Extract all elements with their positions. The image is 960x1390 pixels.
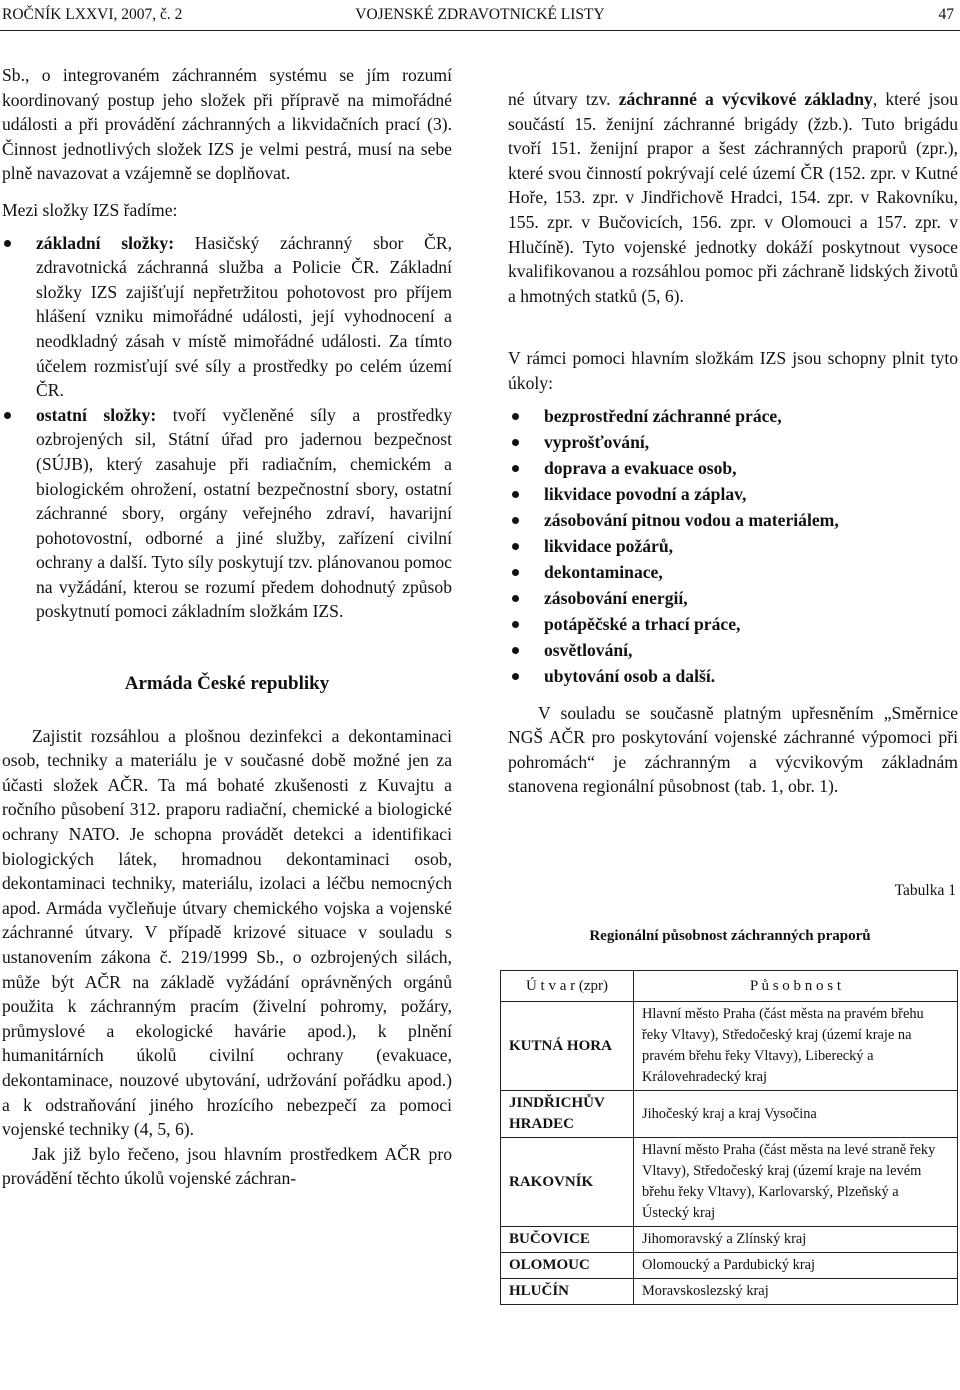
task-item: zásobování pitnou vodou a materiálem, [508,507,958,533]
unit-cell: JINDŘICHŮV HRADEC [501,1091,634,1138]
scope-cell: Moravskoslezský kraj [634,1279,958,1305]
paragraph-army: Zajistit rozsáhlou a plošnou dezinfekci a dekontaminaci osob, techniky a materiálu je v současné době možné jen za účasti složek AČR. Ta má bohaté zkušenosti z Kuvajtu a ročního působení 312. praporu radiační, chemické a biologické ochrany NATO. Je schopna provádět detekci a identifikaci biologických látek, hromadnou dekontaminaci osob, dekontaminaci techniky, materiálu, izolaci a léčbu nemocných apod. Armáda vyčleňuje útvary chemického vojska a vojenské záchranné útvary. V případě krizové situace v souladu s ustanovením zákona č. 219/1999 Sb., o ozbrojených silách, může být AČR na základě vyžádání oprávněných orgánů použita k záchranným pracím (živelní pohromy, požáry, průmyslové a ekologické havárie apod.), k plnění humanitárních úkolů civilní ochrany (evakuace, dekontaminace, nouzové ubytování, udržování pořádku apod.) a k odstraňování jiného hrozícího nebezpečí za pomoci vojenské techniky (4, 5, 6). [2,725,452,1140]
paragraph-intro: Sb., o integrovaném záchranném systému se jím rozumí koordinovaný postup jeho složek při přípravě na mimořádné události a při provádění záchranných a likvidačních prací (3). Činnost jednotlivých složek IZS je velmi pestrá, musí na sebe plně navazovat a vzájemně se doplňovat. [2,65,452,184]
table-row [501,1091,958,1138]
column-header-unit: Ú t v a r (zpr) [501,971,634,1002]
unit-cell: BUČOVICE [501,1227,634,1253]
task-item: likvidace požárů, [508,533,958,559]
task-item: dekontaminace, [508,559,958,585]
table-label: Tabulka 1 [894,882,956,899]
tasks-list [508,403,958,689]
paragraph-brigade: né útvary tzv. záchranné a výcvikové základny, které jsou součástí 15. ženijní záchranné brigády (žzb.). Tuto brigádu tvoří 151. ženijní prapor a šest záchranných praporů (zpr.), které svou činností pokrývají celé území ČR (152. zpr. v Kutné Hoře, 153. zpr. v Jindřichově Hradci, 154. zpr. v Rakovníku, 155. zpr. v Bučovicích, 156. zpr. v Olomouci a 157. zpr. v Hlučíně). Tyto vojenské jednotky dokáží poskytnout vysoce kvalifikovanou a rozsáhlou pomoc při záchraně lidských životů a hmotných statků (5, 6). [508,89,958,306]
task-item: vyprošťování, [508,429,958,455]
paragraph-regional: V souladu se současně platným upřesněním „Směrnice NGŠ AČR pro poskytování vojenské záchranné výpomoci při pohromách“ je záchranným a výcvikovým základnám stanovena regionální působnost (tab. 1, obr. 1). [508,702,958,797]
paragraph-components: Mezi složky IZS řadíme: [2,199,178,220]
task-item: osvětlování, [508,637,958,663]
components-list [2,231,452,625]
table-header-row [501,971,958,1002]
table-row [501,1138,958,1227]
unit-cell: KUTNÁ HORA [501,1002,634,1091]
journal-title: VOJENSKÉ ZDRAVOTNICKÉ LISTY [355,6,605,23]
column-header-scope: P ů s o b n o s t [634,971,958,1002]
section-heading: Armáda České republiky [124,673,330,695]
task-item: potápěčské a trhací práce, [508,611,958,637]
table-row [501,1279,958,1305]
table-row [501,1002,958,1091]
table-body [501,1002,958,1305]
running-header [0,6,960,26]
task-item: doprava a evakuace osob, [508,455,958,481]
scope-cell: Jihomoravský a Zlínský kraj [634,1227,958,1253]
list-item: základní složky: Hasičský záchranný sbor ČR, zdravotnická záchranná služba a Policie ČR. Základní složky IZS zajišťují nepřetržitou pohotovost pro příjem hlášení vzniku mimořádné události, její vyhodnocení a neodkladný zásah v místě mimořádné události. Za tímto účelem rozmisťují své síly a prostředky po celém území ČR. [2,231,452,403]
paragraph-units: Jak již bylo řečeno, jsou hlavním prostředkem AČR pro provádění těchto úkolů vojenské záchran- [2,1143,452,1189]
issue-info: ROČNÍK LXXVI, 2007, č. 2 [2,6,183,23]
paragraph-tasks-intro: V rámci pomoci hlavním složkám IZS jsou schopny plnit tyto úkoly: [508,348,958,393]
scope-cell: Hlavní město Praha (část města na pravém břehu řeky Vltavy), Středočeský kraj (území kraje na pravém břehu řeky Vltavy), Liberecký a Královehradecký kraj [634,1002,958,1091]
page-number: 47 [938,6,954,23]
task-item: likvidace povodní a záplav, [508,481,958,507]
regional-table [500,970,958,1305]
right-column [508,87,958,799]
task-item: ubytování osob a další. [508,663,958,689]
scope-cell: Jihočeský kraj a kraj Vysočina [634,1091,958,1138]
scope-cell: Hlavní město Praha (část města na levé straně řeky Vltavy), Středočeský kraj (území kraje na levém břehu řeky Vltavy), Karlovarský, Plzeňský a Ústecký kraj [634,1138,958,1227]
left-column [2,63,452,1191]
unit-cell: HLUČÍN [501,1279,634,1305]
task-item: bezprostřední záchranné práce, [508,403,958,429]
header-rule [0,30,960,31]
scope-cell: Olomoucký a Pardubický kraj [634,1253,958,1279]
unit-cell: RAKOVNÍK [501,1138,634,1227]
table-row [501,1253,958,1279]
table-row [501,1227,958,1253]
task-item: zásobování energií, [508,585,958,611]
unit-cell: OLOMOUC [501,1253,634,1279]
table-title: Regionální působnost záchranných praporů [589,928,871,944]
list-item: ostatní složky: tvoří vyčleněné síly a prostředky ozbrojených sil, Státní úřad pro jadernou bezpečnost (SÚJB), který zasahuje při radiačním, chemickém a biologickém ohrožení, ostatní bezpečnostní sbory, ostatní záchranné sbory, orgány veřejného zdraví, havarijní pohotovostní, odborné a jiné služby, zařízení civilní ochrany a další. Tyto síly poskytují tzv. plánovanou pomoc na vyžádání, kterou se rozumí předem dohodnutý způsob poskytnutí pomoci základním složkám IZS. [2,403,452,624]
